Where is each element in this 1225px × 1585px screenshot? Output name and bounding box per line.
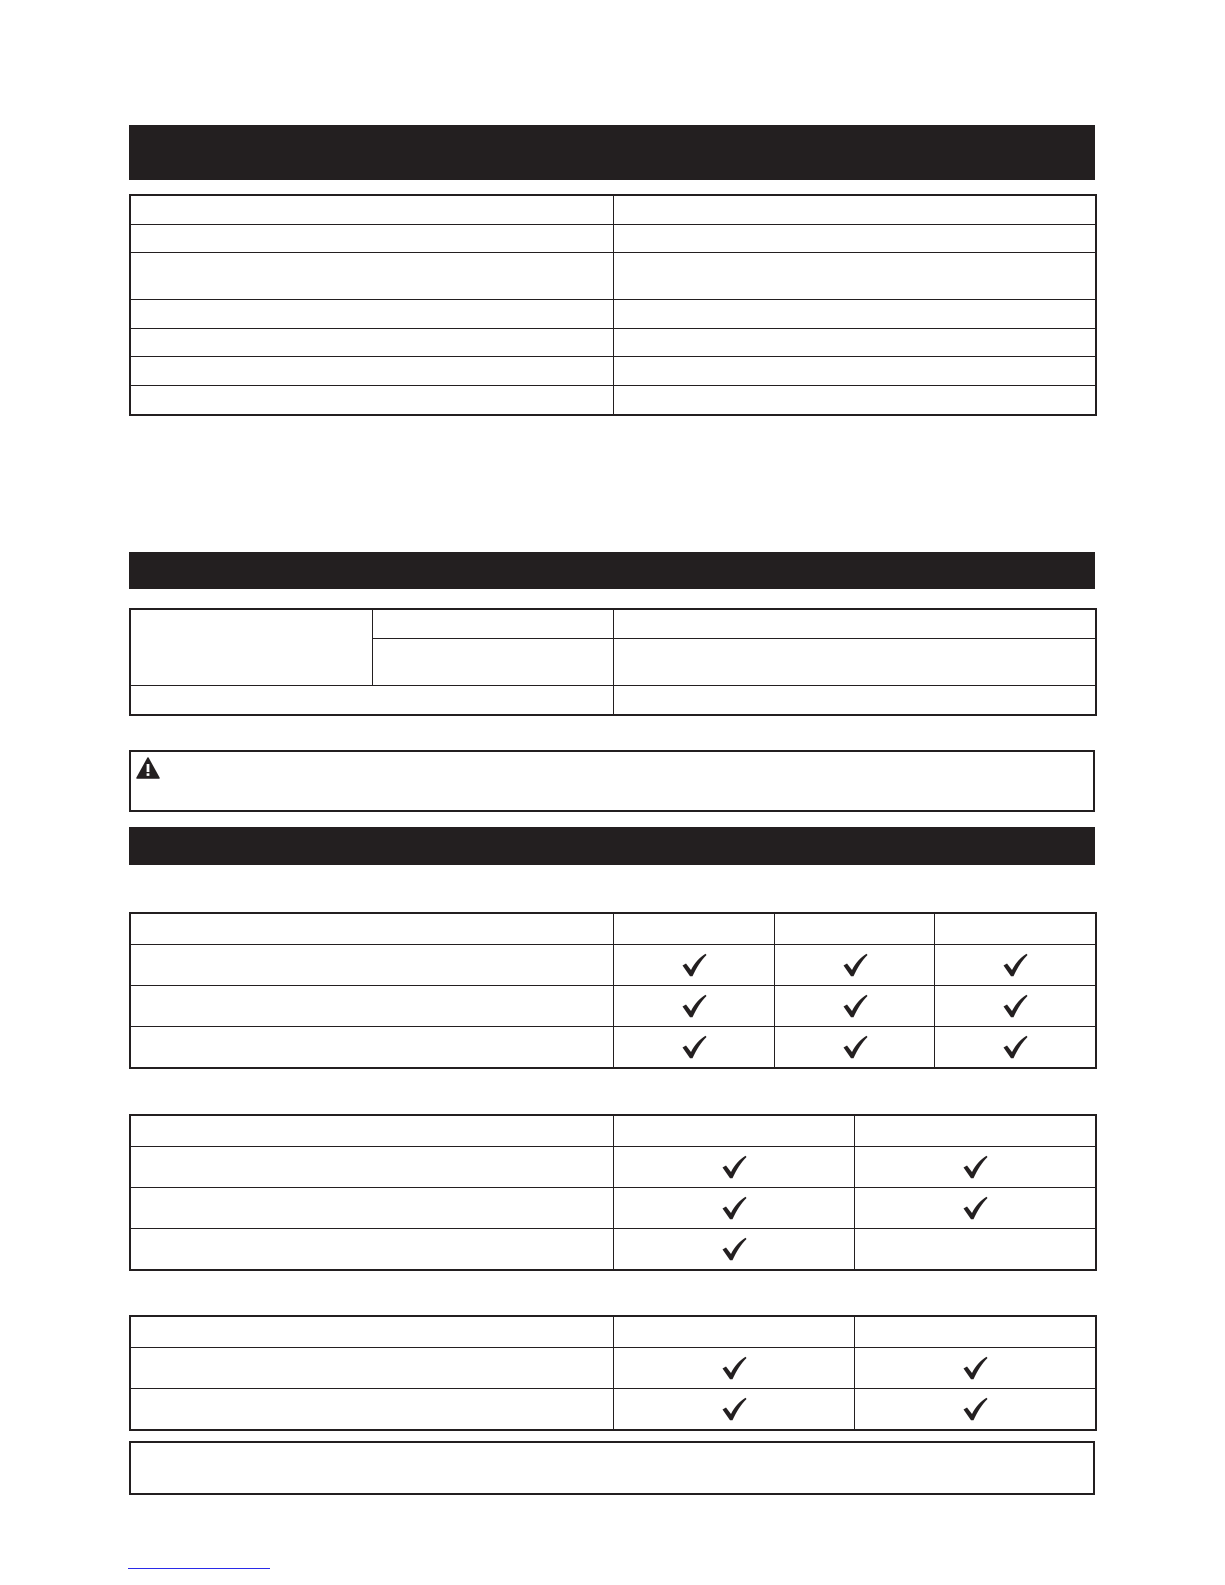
checkmark-icon <box>681 1035 707 1059</box>
table-row <box>131 945 1096 986</box>
label-cell <box>131 686 614 715</box>
sub-label-cell <box>373 639 614 686</box>
merged-label-cell <box>131 610 373 686</box>
spec-value-cell <box>614 225 1096 253</box>
check-cell <box>614 1147 855 1188</box>
checkmark-icon <box>1002 994 1028 1018</box>
spec-value-cell <box>614 300 1096 329</box>
spec-value-cell <box>614 357 1096 386</box>
checkmark-icon <box>842 994 868 1018</box>
checkmark-icon <box>721 1356 747 1380</box>
check-cell <box>775 986 935 1027</box>
check-cell <box>614 1348 855 1389</box>
spec-label-cell <box>131 357 614 386</box>
check-cell <box>935 945 1096 986</box>
check-cell <box>614 1027 775 1068</box>
check-cell <box>775 945 935 986</box>
spec-label-cell <box>131 300 614 329</box>
warning-box <box>129 750 1095 812</box>
table-row <box>131 329 1096 357</box>
checkmark-icon <box>962 1155 988 1179</box>
check-cell <box>614 945 775 986</box>
table-row <box>131 610 1096 639</box>
check-cell <box>775 1027 935 1068</box>
table-row <box>131 1188 1096 1229</box>
spec-value-cell <box>614 253 1096 300</box>
check-cell <box>614 986 775 1027</box>
checkmark-icon <box>681 994 707 1018</box>
table-row <box>131 1027 1096 1068</box>
spec-value-cell <box>614 329 1096 357</box>
section-1-header-bar <box>129 125 1095 180</box>
spec-label-cell <box>131 225 614 253</box>
table-row <box>131 253 1096 300</box>
check-cell <box>935 986 1096 1027</box>
note-box <box>129 1441 1095 1495</box>
table-row <box>131 1147 1096 1188</box>
checkmark-icon <box>962 1356 988 1380</box>
table-row <box>131 986 1096 1027</box>
table-row <box>131 300 1096 329</box>
checkmark-icon <box>1002 953 1028 977</box>
table-row <box>131 225 1096 253</box>
value-cell <box>614 686 1096 715</box>
section-3-header-bar <box>129 827 1095 865</box>
check-cell <box>935 1027 1096 1068</box>
table-row <box>131 196 1096 225</box>
table-row <box>131 357 1096 386</box>
compat-table-2 <box>130 1115 1096 1270</box>
spec-value-cell <box>614 386 1096 415</box>
warning-triangle-icon <box>136 757 160 779</box>
compat-table-3 <box>130 1316 1096 1430</box>
checkmark-icon <box>721 1237 747 1261</box>
checkmark-icon <box>1002 1035 1028 1059</box>
spec-label-cell <box>131 253 614 300</box>
section-2-header-bar <box>129 552 1095 589</box>
checkmark-icon <box>681 953 707 977</box>
check-cell <box>855 1389 1096 1430</box>
table-row <box>131 686 1096 715</box>
compat-table-1 <box>130 913 1096 1068</box>
table-header-row <box>131 1116 1096 1147</box>
table-row <box>131 1389 1096 1430</box>
spec-table <box>130 195 1096 415</box>
check-cell <box>855 1348 1096 1389</box>
checkmark-icon <box>842 953 868 977</box>
table-header-row <box>131 1317 1096 1348</box>
value-cell <box>614 639 1096 686</box>
check-cell <box>855 1147 1096 1188</box>
footer-link-underline <box>128 1568 270 1569</box>
spec-label-cell <box>131 386 614 415</box>
check-cell <box>855 1188 1096 1229</box>
check-cell <box>614 1229 855 1270</box>
value-cell <box>614 610 1096 639</box>
spec-label-cell <box>131 329 614 357</box>
spec-label-cell <box>131 196 614 225</box>
spec-value-cell <box>614 196 1096 225</box>
checkmark-icon <box>962 1196 988 1220</box>
checkmark-icon <box>721 1155 747 1179</box>
table-row <box>131 386 1096 415</box>
check-cell <box>855 1229 1096 1270</box>
check-cell <box>614 1188 855 1229</box>
checkmark-icon <box>842 1035 868 1059</box>
table-row <box>131 1229 1096 1270</box>
checkmark-icon <box>721 1397 747 1421</box>
check-cell <box>614 1389 855 1430</box>
checkmark-icon <box>721 1196 747 1220</box>
table-row <box>131 1348 1096 1389</box>
table-header-row <box>131 914 1096 945</box>
checkmark-icon <box>962 1397 988 1421</box>
merged-spec-table <box>130 609 1096 715</box>
sub-label-cell <box>373 610 614 639</box>
